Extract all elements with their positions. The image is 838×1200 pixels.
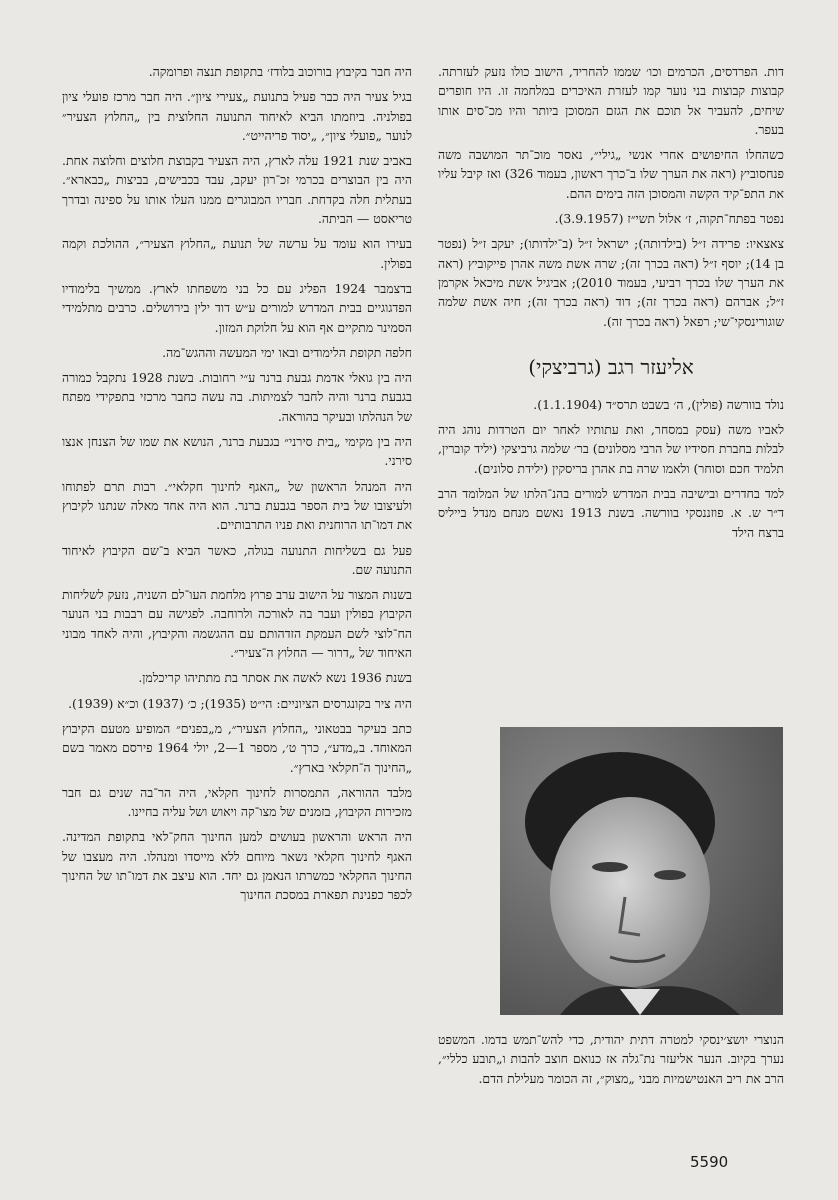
paragraph: לאביו משה (עסק במסחר, ואת עתותיו לאחר יום הטרדות נוהג היה לבלות בחברת חסידיו של הרבי מסלונים) בר׳ שלמה גרביצקי (יליד קוברין, תלמיד חכם וסוחר) ולאמו שרה בת אהרן בריסקין (ילידת סלונים).	[438, 422, 784, 476]
paragraph: בדצמבר 1924 הפליג עם כל בני משפחתו לארץ. ממשיך בלימודיו הפדגוגיים בבית המדרש למורים ע״ש דוד ילין בירושלים. כרבים מתלמידי הסמינר מתקיים אף הוא על חלוקת המזון.	[62, 280, 413, 335]
paragraph: פעל גם בשליחות התנועה בגולה, כאשר הביא ב־שם הקיבוץ לאיחוד התנועה שם.	[62, 542, 412, 577]
paragraph: נולד בוורשה (פולין), ה׳ בשבט תרס״ד (1.1.1904).	[533, 396, 784, 412]
entry-title: אליעזר רגב (גרביצקי)	[528, 354, 694, 379]
paragraph: בשנת 1936 נשא לאשה את אסתר בת מתתיהו קריכלמן.	[138, 670, 412, 686]
portrait-image	[500, 727, 783, 1015]
page-number: 5590	[690, 1153, 729, 1171]
paragraph: בעירו הוא עומד על ערשה של תנועת „החלוץ הצעיר״, ההולכת וקמה בפולין.	[62, 236, 412, 271]
paragraph: חלפה תקופת הלימודים ובאו ימי המעשה וההגש־מה.	[162, 344, 412, 360]
paragraph: היה המנהל הראשון של „האגף לחינוך חקלאי״. רבות תרם לפתוחו ולעיצובו של בית הספר בגבעת ברנר. הוא היה אחד מאלה שנתנו לקיבוץ את דמו־תו הרוחנית ואת פניו התרבותיים.	[62, 478, 412, 533]
paragraph: בשנות המצור על הישוב ערב פרוץ מלחמת העו־לם השניה, נזעק לשליחות הקיבוץ בפולין ועבר בה לאורכה ולרוחבה. לפגישה עם רבבות בני הנוער הח־לוצי לשם העמקת הזדהותם עם ההגשמה והקיבוץ, והיה לאחד מבוני האיחוד של „דרור — החלוץ ה־צעיר״.	[62, 587, 412, 661]
right-column	[438, 62, 784, 548]
paragraph: מלבד ההוראה, התמסרות לחינוך חקלאי, היה הר־בה שנים גם חבר מזכירות הקיבוץ, בזמנים של מצו־קה ויאוש ושל עליה בחיינו.	[62, 784, 412, 820]
paragraph: בגיל צעיר היה כבר פעיל בתנועת „צעירי ציון״. היה חבר מרכז פועלי ציון בפולניה. ביוזמתו הביא לאיחוד התנועה החלוצית בין „החלוץ הצעיר״ לנוער „פועלי ציון״, „יסוד פריהייט״.	[62, 89, 412, 143]
portrait-photo	[500, 727, 783, 1015]
paragraph: למד בחדרים ובישיבה בבית המדרש למורים בהנ־הלתו של המלומד הרב ד״ר ש. א. פוזננסקי בוורשה. בשנת 1913 נאשם מנחם מנדל בייליס ברצח הילד	[438, 486, 785, 540]
paragraph: באביב שנת 1921 עלה לארץ, היה הצעיר בקבוצת חלוצים וחלוצה אחת. היה בין הבוצרים בכרמי זכ־רון יעקב, עבד בכבישים, בביצות „כבארא״. בעתלית חלה בקדחת. חבריו המבוגרים ממנו העלו אותו על ספינה ובדרך טריאסט — הביתה.	[62, 153, 412, 227]
continuation-text: הנוצרי יושצ׳ינסקי למטרה דתית יהודית, כדי להש־תמש בדמו. המשפט נערך בקיוב. הנער אליעזר נת־גלה אז כנואם חוצב להבות ו„תובע כללי״, הרב את ריב האנטישמיות מבני „מצוק״, זה הכומר מעלילת הדם.	[438, 1032, 784, 1086]
paragraph: היה בין מקימי „בית סירני״ בגבעת ברנר, הנושא את שמו של הצנחן אנצו סירני.	[62, 434, 412, 469]
paragraph: היה הראש והראשון בעושים למען החינוך החק־לאי בתקופת המדינה. האגף לחינוך חקלאי נשאר מיוחם ללא מייסדו ומנהלו. היה מעצבו של החינוך החקלאי כמשרתו הנאמן גם יחד. הוא עיצב את דמו־תו של החינוך לכפר כפנינת תפארת במסכת החינוך	[62, 829, 412, 903]
paragraph: היה בין גואלי אדמת גבעת ברנר ע״י רחובות. בשנת 1928 נתקבל כמורה בגבעת ברנר והיה לחבר לצמיתות. בה עשה כחבר מרכזי בתפקידי מפתח של הנהלתו ובעיקר בהוראה.	[62, 370, 412, 424]
paragraph: היה חבר בקיבוץ בורוכוב בלודז׳ בתקופת תנצה ופרומקה.	[148, 64, 412, 79]
paragraph: נפטר בפתח־תקוה, ז׳ אלול תשי״ז (3.9.1957).	[554, 211, 784, 227]
left-column	[62, 62, 412, 911]
paragraph: צאצאיו: פרידה ז״ל (בילדותה); ישראל ז״ל (ב־ילדותו); יעקב ז״ל (נפטר בן 14); יוסף ז״ל (ראה בכרך זה); שרה אשת משה אהרן פייקוביץ (ראה את הערך שלו בכרך רביעי, בעמוד 2010); אביגיל אשת מיכאל אקרמן ז״ל; אברהם (ראה בכרך זה); דוד (ראה בכרך זה); חיה אשת שלמה שוגורינסקי־שי; רפאל (ראה בכרך זה).	[438, 236, 785, 329]
paragraph: דות. הפרדסים, הכרמים וכו׳ שממו להחריד, הישוב כולו נזעק לעזרתה. קבוצות קבוצות בני נוער קמו לעזרת האיכרים במלחמה זו. היו חופרים שיחים, להעביר אל תוכם את הגזם המסוכן ביותר והיו מכ־סים אותו בעפר.	[438, 64, 784, 137]
paragraph: כשהחלו החיפושים אחרי אנשי „גילי״, נאסר מוכ־תר המושבה משה פנחסוביץ (ראה את הערך שלו ב־כרך ראשון, בעמוד 326) ואז קיבל עליו את התפ־קיד הקשה והמסוכן הזה בימים ההם.	[438, 147, 784, 201]
paragraph: כתב בעיקר בבטאוני „החלוץ הצעיר״, מ„בפנים״ המופיע מטעם הקיבוץ המאוחד. ב„מדע״, כרך ט׳, מספר 1—2, יולי 1964 פירסם מאמר בשם „החינוך ה־חקלאי בארץ״.	[62, 720, 412, 775]
paragraph: היה ציר בקונגרסים הציוניים: הי״ט (1935); כ׳ (1937) וכ״א (1939).	[68, 695, 412, 711]
